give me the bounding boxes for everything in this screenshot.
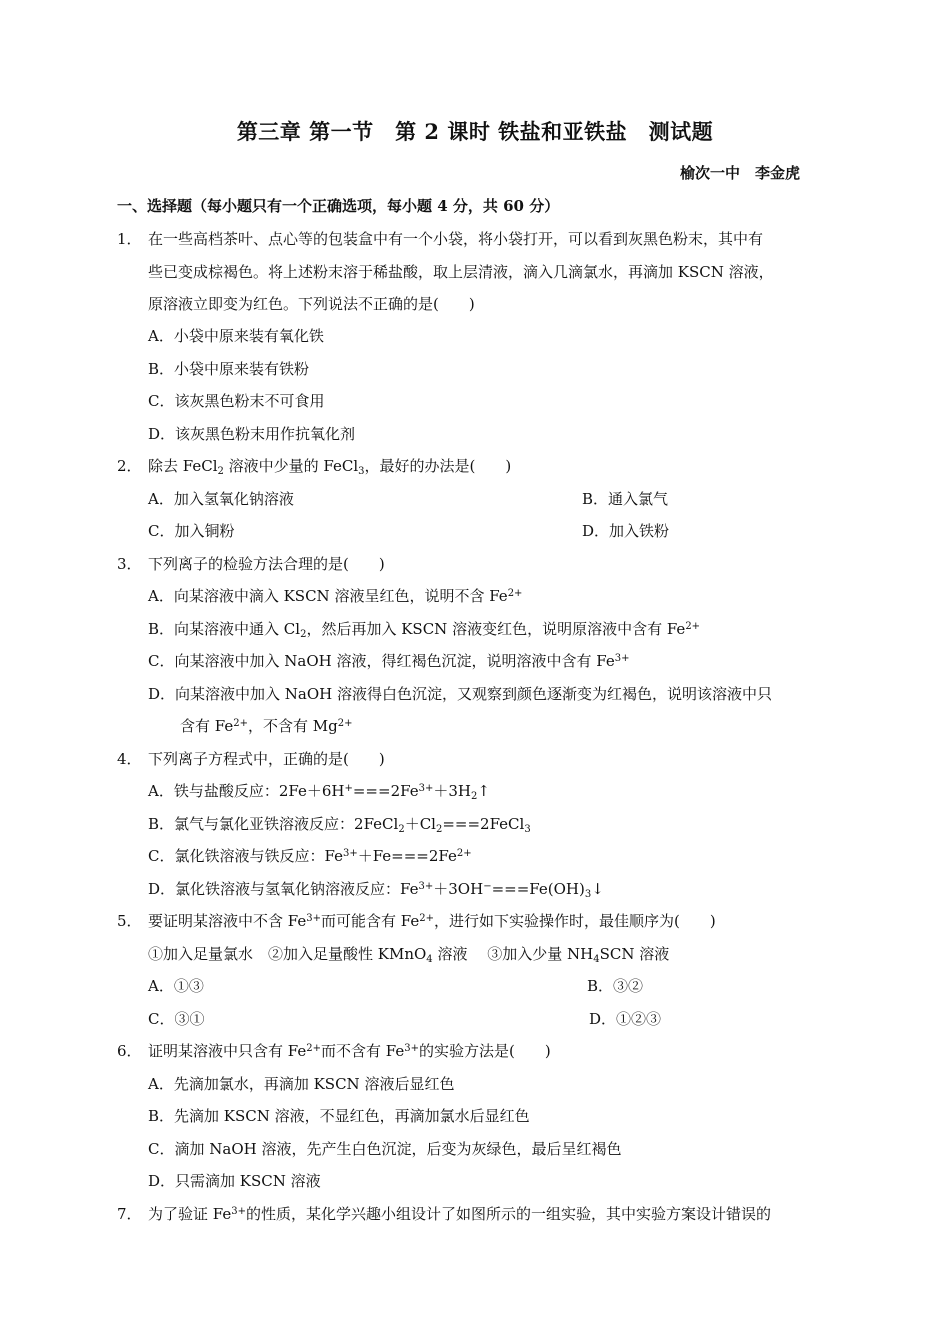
question-1-option-a: A．小袋中原来装有氧化铁 (148, 327, 324, 345)
question-4-text: 下列离子方程式中，正确的是( ) (148, 750, 385, 768)
question-7-number: 7． (117, 1205, 142, 1223)
page-title: 第三章 第一节 第 2 课时 铁盐和亚铁盐 测试题 (236, 119, 714, 144)
author-line: 榆次一中 李金虎 (679, 164, 800, 182)
question-3-option-d-continued: 含有 $Fe^{2+}$，不含有 $Mg^{2+}$ (180, 717, 353, 735)
question-5-number: 5． (117, 912, 142, 930)
question-7-text: 为了验证 $Fe^{3+}$的性质，某化学兴趣小组设计了如图所示的一组实验，其中实验方案设计错误的 (148, 1205, 771, 1223)
question-3-option-b: B．向某溶液中通入 $Cl_2$，然后再加入 KSCN 溶液变红色，说明原溶液中含有 $Fe^{2+}$ (148, 620, 701, 640)
question-2-number: 2． (117, 457, 142, 475)
question-2-option-b: B．通入氯气 (582, 490, 669, 508)
question-1-text-line-3: 原溶液立即变为红色。下列说法不正确的是( ) (148, 295, 475, 313)
question-2-option-d: D．加入铁粉 (582, 522, 670, 540)
question-2-text: 除去 FeCl$_2$ 溶液中少量的 FeCl$_3$，最好的办法是( ) (148, 457, 512, 477)
question-3-option-c: C．向某溶液中加入 NaOH 溶液，得红褐色沉淀，说明溶液中含有 $Fe^{3+}$ (148, 652, 630, 670)
section-heading: 一、选择题（每小题只有一个正确选项，每小题 4 分，共 60 分） (117, 197, 560, 215)
question-3-text: 下列离子的检验方法合理的是( ) (148, 555, 385, 573)
question-5-option-c: C．③① (148, 1010, 205, 1028)
question-1-number: 1． (117, 230, 142, 248)
question-1-text-line-2: 些已变成棕褐色。将上述粉末溶于稀盐酸，取上层清液，滴入几滴氯水，再滴加 KSCN 溶液， (148, 263, 774, 281)
question-5-operations: ①加入足量氯水 ②加入足量酸性 KMnO$_4$ 溶液 ③加入少量 $NH_4SCN$ 溶液 (148, 945, 670, 965)
question-5-text: 要证明某溶液中不含 $Fe^{3+}$而可能含有 $Fe^{2+}$，进行如下实验操作时，最佳顺序为( ) (148, 912, 716, 930)
question-4-option-a: A．铁与盐酸反应：$2Fe+6H^+===2Fe^{3+}+3H_2↑$ (148, 782, 490, 802)
question-3-number: 3． (117, 555, 142, 573)
question-3-option-d: D．向某溶液中加入 NaOH 溶液得白色沉淀，又观察到颜色逐渐变为红褐色，说明该溶液中只 (148, 685, 773, 703)
question-4-number: 4． (117, 750, 142, 768)
question-4-option-c: C．氯化铁溶液与铁反应：$Fe^{3+}+Fe===2Fe^{2+}$ (148, 847, 472, 865)
question-2-option-a: A．加入氢氧化钠溶液 (148, 490, 294, 508)
question-6-option-a: A．先滴加氯水，再滴加 KSCN 溶液后显红色 (148, 1075, 455, 1093)
question-5-option-b: B．③② (587, 977, 644, 995)
question-3-option-a: A．向某溶液中滴入 KSCN 溶液呈红色，说明不含 $Fe^{2+}$ (148, 587, 523, 605)
question-4-option-d: D．氯化铁溶液与氢氧化钠溶液反应：$Fe^{3+}+3OH^-===Fe(OH)_3↓$ (148, 880, 604, 900)
question-6-text: 证明某溶液中只含有 $Fe^{2+}$而不含有 $Fe^{3+}$的实验方法是( ) (148, 1042, 551, 1060)
question-5-option-d: D．①②③ (589, 1010, 662, 1028)
question-6-option-c: C．滴加 NaOH 溶液，先产生白色沉淀，后变为灰绿色，最后呈红褐色 (148, 1140, 622, 1158)
question-5-option-a: A．①③ (148, 977, 204, 995)
question-6-option-b: B．先滴加 KSCN 溶液，不显红色，再滴加氯水后显红色 (148, 1107, 530, 1125)
question-1-option-d: D．该灰黑色粉末用作抗氧化剂 (148, 425, 356, 443)
question-4-option-b: B．氯气与氯化亚铁溶液反应：$2FeCl_2+Cl_2===2FeCl_3$ (148, 815, 531, 835)
question-6-number: 6． (117, 1042, 142, 1060)
question-6-option-d: D．只需滴加 KSCN 溶液 (148, 1172, 321, 1190)
question-1-option-c: C．该灰黑色粉末不可食用 (148, 392, 325, 410)
question-2-option-c: C．加入铜粉 (148, 522, 235, 540)
question-1-option-b: B．小袋中原来装有铁粉 (148, 360, 310, 378)
question-1-text-line-1: 在一些高档茶叶、点心等的包装盒中有一个小袋，将小袋打开，可以看到灰黑色粉末，其中有 (148, 230, 764, 248)
